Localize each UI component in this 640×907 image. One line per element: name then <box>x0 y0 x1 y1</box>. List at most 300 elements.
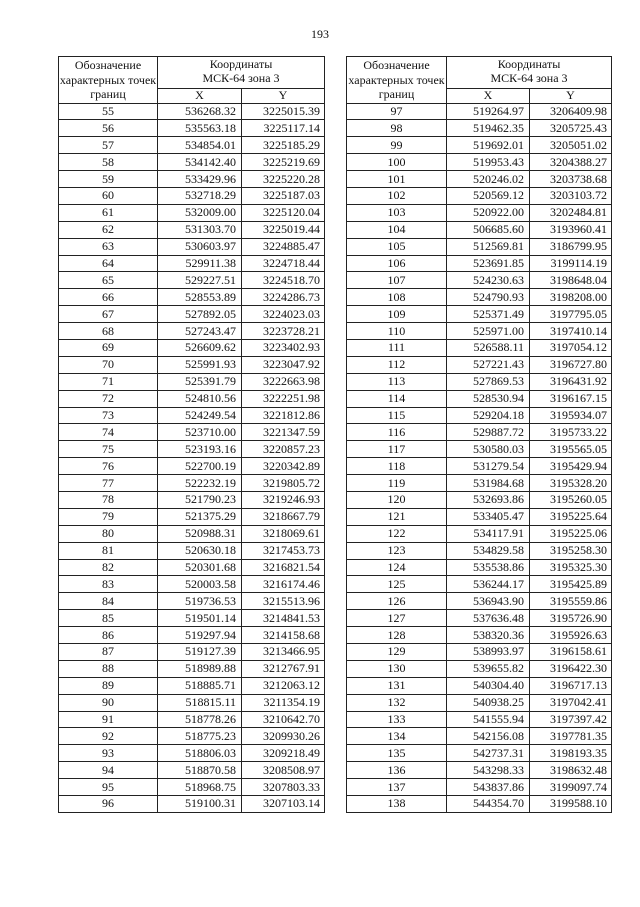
y-coordinate: 3210642.70 <box>242 711 325 728</box>
y-coordinate: 3224885.47 <box>242 238 325 255</box>
table-row <box>59 323 325 340</box>
x-coordinate: 543298.33 <box>447 762 530 779</box>
table-row <box>347 610 612 627</box>
y-coordinate: 3197781.35 <box>530 728 612 745</box>
point-number: 106 <box>347 255 447 272</box>
y-coordinate: 3218069.61 <box>242 525 325 542</box>
point-number: 118 <box>347 458 447 475</box>
x-coordinate: 537636.48 <box>447 610 530 627</box>
table-row <box>347 306 612 323</box>
y-coordinate: 3195926.63 <box>530 627 612 644</box>
point-number: 74 <box>59 424 158 441</box>
point-number: 88 <box>59 660 158 677</box>
y-coordinate: 3225019.44 <box>242 221 325 238</box>
coordinate-system: МСК-64 зона 3 <box>490 70 568 85</box>
x-coordinate: 519127.39 <box>158 644 242 661</box>
point-number: 131 <box>347 677 447 694</box>
table-row <box>347 491 612 508</box>
table-row <box>347 441 612 458</box>
table-row <box>59 491 325 508</box>
left-table-body <box>59 103 325 812</box>
point-column-header: Обозначение характерных точек границ <box>348 58 445 101</box>
x-coordinate: 534142.40 <box>158 154 242 171</box>
x-header: X <box>447 88 530 103</box>
table-row <box>347 289 612 306</box>
x-coordinate: 529887.72 <box>447 424 530 441</box>
point-number: 128 <box>347 627 447 644</box>
y-coordinate: 3225185.29 <box>242 137 325 154</box>
table-row <box>59 356 325 373</box>
table-row <box>59 289 325 306</box>
x-header: X <box>158 88 242 103</box>
x-coordinate: 525971.00 <box>447 323 530 340</box>
table-row <box>59 728 325 745</box>
point-number: 91 <box>59 711 158 728</box>
table-row <box>347 660 612 677</box>
x-coordinate: 540304.40 <box>447 677 530 694</box>
x-coordinate: 519692.01 <box>447 137 530 154</box>
point-number: 114 <box>347 390 447 407</box>
x-coordinate: 521790.23 <box>158 491 242 508</box>
point-number: 135 <box>347 745 447 762</box>
point-number: 98 <box>347 120 447 137</box>
y-coordinate: 3203103.72 <box>530 187 612 204</box>
point-number: 105 <box>347 238 447 255</box>
table-row <box>347 356 612 373</box>
x-coordinate: 533429.96 <box>158 171 242 188</box>
x-coordinate: 531279.54 <box>447 458 530 475</box>
x-coordinate: 518815.11 <box>158 694 242 711</box>
page-number: 193 <box>311 27 329 41</box>
y-coordinate: 3219246.93 <box>242 491 325 508</box>
table-row <box>59 154 325 171</box>
x-coordinate: 518870.58 <box>158 762 242 779</box>
point-number: 90 <box>59 694 158 711</box>
table-row <box>347 728 612 745</box>
y-coordinate: 3195726.90 <box>530 610 612 627</box>
y-coordinate: 3220857.23 <box>242 441 325 458</box>
point-number: 112 <box>347 356 447 373</box>
x-coordinate: 532693.86 <box>447 491 530 508</box>
table-row <box>59 796 325 813</box>
point-number: 99 <box>347 137 447 154</box>
x-coordinate: 530603.97 <box>158 238 242 255</box>
y-coordinate: 3195325.30 <box>530 559 612 576</box>
y-coordinate: 3222663.98 <box>242 373 325 390</box>
point-number: 115 <box>347 407 447 424</box>
x-coordinate: 512569.81 <box>447 238 530 255</box>
y-coordinate: 3195733.22 <box>530 424 612 441</box>
table-row <box>59 255 325 272</box>
point-number: 87 <box>59 644 158 661</box>
y-coordinate: 3219805.72 <box>242 475 325 492</box>
point-number: 103 <box>347 204 447 221</box>
coordinates-table-right <box>346 56 612 813</box>
x-coordinate: 519297.94 <box>158 627 242 644</box>
point-number: 129 <box>347 644 447 661</box>
y-coordinate: 3207803.33 <box>242 779 325 796</box>
y-coordinate: 3195225.64 <box>530 508 612 525</box>
y-header: Y <box>242 88 325 103</box>
coordinates-header <box>158 57 325 89</box>
point-number: 67 <box>59 306 158 323</box>
point-number: 86 <box>59 627 158 644</box>
y-coordinate: 3212063.12 <box>242 677 325 694</box>
table-row <box>59 525 325 542</box>
y-coordinate: 3223728.21 <box>242 323 325 340</box>
y-coordinate: 3199097.74 <box>530 779 612 796</box>
x-coordinate: 527243.47 <box>158 323 242 340</box>
y-coordinate: 3195559.86 <box>530 593 612 610</box>
table-row <box>59 390 325 407</box>
y-coordinate: 3216174.46 <box>242 576 325 593</box>
point-number: 96 <box>59 796 158 813</box>
point-number: 83 <box>59 576 158 593</box>
table-row <box>59 103 325 120</box>
point-number: 68 <box>59 323 158 340</box>
y-coordinate: 3208508.97 <box>242 762 325 779</box>
point-number: 130 <box>347 660 447 677</box>
point-number: 66 <box>59 289 158 306</box>
y-coordinate: 3224518.70 <box>242 272 325 289</box>
y-coordinate: 3209930.26 <box>242 728 325 745</box>
right-table-body <box>347 103 612 812</box>
point-number: 123 <box>347 542 447 559</box>
point-number: 108 <box>347 289 447 306</box>
y-coordinate: 3204388.27 <box>530 154 612 171</box>
table-row <box>347 255 612 272</box>
y-coordinate: 3212767.91 <box>242 660 325 677</box>
table-row <box>347 525 612 542</box>
point-number: 107 <box>347 272 447 289</box>
x-coordinate: 528530.94 <box>447 390 530 407</box>
y-coordinate: 3203738.68 <box>530 171 612 188</box>
x-coordinate: 520922.00 <box>447 204 530 221</box>
table-row <box>347 154 612 171</box>
table-row <box>59 475 325 492</box>
point-number: 124 <box>347 559 447 576</box>
y-coordinate: 3198193.35 <box>530 745 612 762</box>
x-coordinate: 520569.12 <box>447 187 530 204</box>
table-row <box>347 373 612 390</box>
x-coordinate: 542737.31 <box>447 745 530 762</box>
x-coordinate: 518778.26 <box>158 711 242 728</box>
y-coordinate: 3223047.92 <box>242 356 325 373</box>
table-row <box>59 508 325 525</box>
y-coordinate: 3213466.95 <box>242 644 325 661</box>
table-row <box>59 458 325 475</box>
table-row <box>347 103 612 120</box>
y-coordinate: 3225220.28 <box>242 171 325 188</box>
point-number: 57 <box>59 137 158 154</box>
y-coordinate: 3214158.68 <box>242 627 325 644</box>
x-coordinate: 529204.18 <box>447 407 530 424</box>
y-coordinate: 3197042.41 <box>530 694 612 711</box>
x-coordinate: 523193.16 <box>158 441 242 458</box>
point-number: 73 <box>59 407 158 424</box>
point-number: 60 <box>59 187 158 204</box>
y-coordinate: 3199588.10 <box>530 796 612 813</box>
x-coordinate: 523691.85 <box>447 255 530 272</box>
x-coordinate: 527892.05 <box>158 306 242 323</box>
x-coordinate: 542156.08 <box>447 728 530 745</box>
point-number: 127 <box>347 610 447 627</box>
x-coordinate: 526588.11 <box>447 339 530 356</box>
x-coordinate: 521375.29 <box>158 508 242 525</box>
y-coordinate: 3223402.93 <box>242 339 325 356</box>
x-coordinate: 520301.68 <box>158 559 242 576</box>
table-row <box>59 559 325 576</box>
table-row <box>347 424 612 441</box>
x-coordinate: 518968.75 <box>158 779 242 796</box>
point-number: 122 <box>347 525 447 542</box>
y-coordinate: 3211354.19 <box>242 694 325 711</box>
table-row <box>347 559 612 576</box>
y-coordinate: 3195425.89 <box>530 576 612 593</box>
table-row <box>59 137 325 154</box>
y-coordinate: 3197410.14 <box>530 323 612 340</box>
point-number: 58 <box>59 154 158 171</box>
x-coordinate: 536268.32 <box>158 103 242 120</box>
y-coordinate: 3195565.05 <box>530 441 612 458</box>
x-coordinate: 519462.35 <box>447 120 530 137</box>
x-coordinate: 533405.47 <box>447 508 530 525</box>
table-row <box>59 272 325 289</box>
point-number: 84 <box>59 593 158 610</box>
y-coordinate: 3207103.14 <box>242 796 325 813</box>
table-row <box>59 745 325 762</box>
table-row <box>347 593 612 610</box>
coordinates-table-left <box>58 56 325 813</box>
y-coordinate: 3222251.98 <box>242 390 325 407</box>
table-row <box>347 187 612 204</box>
point-number: 100 <box>347 154 447 171</box>
x-coordinate: 530580.03 <box>447 441 530 458</box>
y-coordinate: 3196727.80 <box>530 356 612 373</box>
point-number: 120 <box>347 491 447 508</box>
x-coordinate: 538993.97 <box>447 644 530 661</box>
table-row <box>347 796 612 813</box>
y-coordinate: 3196431.92 <box>530 373 612 390</box>
table-row <box>347 458 612 475</box>
table-row <box>347 171 612 188</box>
point-number: 64 <box>59 255 158 272</box>
point-number: 137 <box>347 779 447 796</box>
x-coordinate: 544354.70 <box>447 796 530 813</box>
table-row <box>347 745 612 762</box>
point-number: 95 <box>59 779 158 796</box>
point-number: 71 <box>59 373 158 390</box>
point-number: 89 <box>59 677 158 694</box>
point-number: 117 <box>347 441 447 458</box>
table-row <box>59 373 325 390</box>
point-number: 138 <box>347 796 447 813</box>
table-row <box>59 187 325 204</box>
x-coordinate: 519264.97 <box>447 103 530 120</box>
point-number: 102 <box>347 187 447 204</box>
point-number: 101 <box>347 171 447 188</box>
y-coordinate: 3195328.20 <box>530 475 612 492</box>
point-number: 81 <box>59 542 158 559</box>
point-number: 82 <box>59 559 158 576</box>
x-coordinate: 518885.71 <box>158 677 242 694</box>
y-coordinate: 3216821.54 <box>242 559 325 576</box>
point-number: 109 <box>347 306 447 323</box>
coordinate-system: МСК-64 зона 3 <box>202 70 280 85</box>
table-row <box>59 779 325 796</box>
point-number: 136 <box>347 762 447 779</box>
point-number: 80 <box>59 525 158 542</box>
y-coordinate: 3224023.03 <box>242 306 325 323</box>
x-coordinate: 519736.53 <box>158 593 242 610</box>
y-coordinate: 3186799.95 <box>530 238 612 255</box>
y-coordinate: 3198208.00 <box>530 289 612 306</box>
table-row <box>59 407 325 424</box>
y-coordinate: 3202484.81 <box>530 204 612 221</box>
table-row <box>347 238 612 255</box>
table-row <box>59 221 325 238</box>
point-number: 59 <box>59 171 158 188</box>
y-coordinate: 3206409.98 <box>530 103 612 120</box>
x-coordinate: 518806.03 <box>158 745 242 762</box>
point-number: 77 <box>59 475 158 492</box>
point-number: 92 <box>59 728 158 745</box>
y-coordinate: 3199114.19 <box>530 255 612 272</box>
table-row <box>59 424 325 441</box>
table-row <box>59 627 325 644</box>
y-coordinate: 3225015.39 <box>242 103 325 120</box>
table-row <box>59 306 325 323</box>
table-row <box>347 677 612 694</box>
x-coordinate: 527869.53 <box>447 373 530 390</box>
y-coordinate: 3217453.73 <box>242 542 325 559</box>
y-coordinate: 3225219.69 <box>242 154 325 171</box>
point-number: 69 <box>59 339 158 356</box>
x-coordinate: 529227.51 <box>158 272 242 289</box>
y-coordinate: 3197397.42 <box>530 711 612 728</box>
x-coordinate: 535563.18 <box>158 120 242 137</box>
y-coordinate: 3196167.15 <box>530 390 612 407</box>
x-coordinate: 543837.86 <box>447 779 530 796</box>
point-number: 72 <box>59 390 158 407</box>
y-coordinate: 3195225.06 <box>530 525 612 542</box>
y-coordinate: 3205725.43 <box>530 120 612 137</box>
x-coordinate: 520988.31 <box>158 525 242 542</box>
table-row <box>347 137 612 154</box>
table-row <box>347 339 612 356</box>
x-coordinate: 519953.43 <box>447 154 530 171</box>
y-coordinate: 3197795.05 <box>530 306 612 323</box>
point-number: 113 <box>347 373 447 390</box>
point-number: 110 <box>347 323 447 340</box>
table-row <box>347 542 612 559</box>
table-row <box>59 610 325 627</box>
x-coordinate: 536943.90 <box>447 593 530 610</box>
point-number: 76 <box>59 458 158 475</box>
table-row <box>347 576 612 593</box>
x-coordinate: 536244.17 <box>447 576 530 593</box>
table-row <box>347 475 612 492</box>
y-coordinate: 3218667.79 <box>242 508 325 525</box>
point-number: 63 <box>59 238 158 255</box>
table-row <box>347 221 612 238</box>
table-row <box>347 694 612 711</box>
table-row <box>59 711 325 728</box>
point-number: 94 <box>59 762 158 779</box>
x-coordinate: 532718.29 <box>158 187 242 204</box>
table-row <box>347 407 612 424</box>
y-coordinate: 3205051.02 <box>530 137 612 154</box>
y-coordinate: 3224718.44 <box>242 255 325 272</box>
table-row <box>59 660 325 677</box>
y-coordinate: 3221347.59 <box>242 424 325 441</box>
y-coordinate: 3197054.12 <box>530 339 612 356</box>
x-coordinate: 524230.63 <box>447 272 530 289</box>
x-coordinate: 527221.43 <box>447 356 530 373</box>
point-number: 121 <box>347 508 447 525</box>
x-coordinate: 525991.93 <box>158 356 242 373</box>
point-column-header: Обозначение характерных точек границ <box>59 58 157 101</box>
y-coordinate: 3225117.14 <box>242 120 325 137</box>
y-coordinate: 3224286.73 <box>242 289 325 306</box>
table-row <box>59 576 325 593</box>
point-number: 134 <box>347 728 447 745</box>
point-number: 61 <box>59 204 158 221</box>
table-row <box>59 762 325 779</box>
x-coordinate: 535538.86 <box>447 559 530 576</box>
x-coordinate: 520246.02 <box>447 171 530 188</box>
table-row <box>59 593 325 610</box>
table-row <box>59 339 325 356</box>
x-coordinate: 522232.19 <box>158 475 242 492</box>
table-row <box>59 441 325 458</box>
point-number: 116 <box>347 424 447 441</box>
point-number: 93 <box>59 745 158 762</box>
table-row <box>59 120 325 137</box>
point-number: 97 <box>347 103 447 120</box>
table-row <box>347 508 612 525</box>
coordinates-header <box>447 57 612 89</box>
x-coordinate: 518989.88 <box>158 660 242 677</box>
y-coordinate: 3225120.04 <box>242 204 325 221</box>
x-coordinate: 518775.23 <box>158 728 242 745</box>
table-row <box>347 204 612 221</box>
point-number: 70 <box>59 356 158 373</box>
x-coordinate: 522700.19 <box>158 458 242 475</box>
y-coordinate: 3198632.48 <box>530 762 612 779</box>
x-coordinate: 524810.56 <box>158 390 242 407</box>
table-row <box>347 779 612 796</box>
x-coordinate: 531303.70 <box>158 221 242 238</box>
table-row <box>347 627 612 644</box>
table-row <box>347 762 612 779</box>
y-coordinate: 3220342.89 <box>242 458 325 475</box>
point-number: 62 <box>59 221 158 238</box>
x-coordinate: 519100.31 <box>158 796 242 813</box>
y-coordinate: 3214841.53 <box>242 610 325 627</box>
point-number: 126 <box>347 593 447 610</box>
x-coordinate: 524249.54 <box>158 407 242 424</box>
x-coordinate: 523710.00 <box>158 424 242 441</box>
table-row <box>347 390 612 407</box>
y-coordinate: 3193960.41 <box>530 221 612 238</box>
table-row <box>347 323 612 340</box>
y-coordinate: 3196158.61 <box>530 644 612 661</box>
y-coordinate: 3195429.94 <box>530 458 612 475</box>
point-number: 133 <box>347 711 447 728</box>
x-coordinate: 525391.79 <box>158 373 242 390</box>
x-coordinate: 524790.93 <box>447 289 530 306</box>
